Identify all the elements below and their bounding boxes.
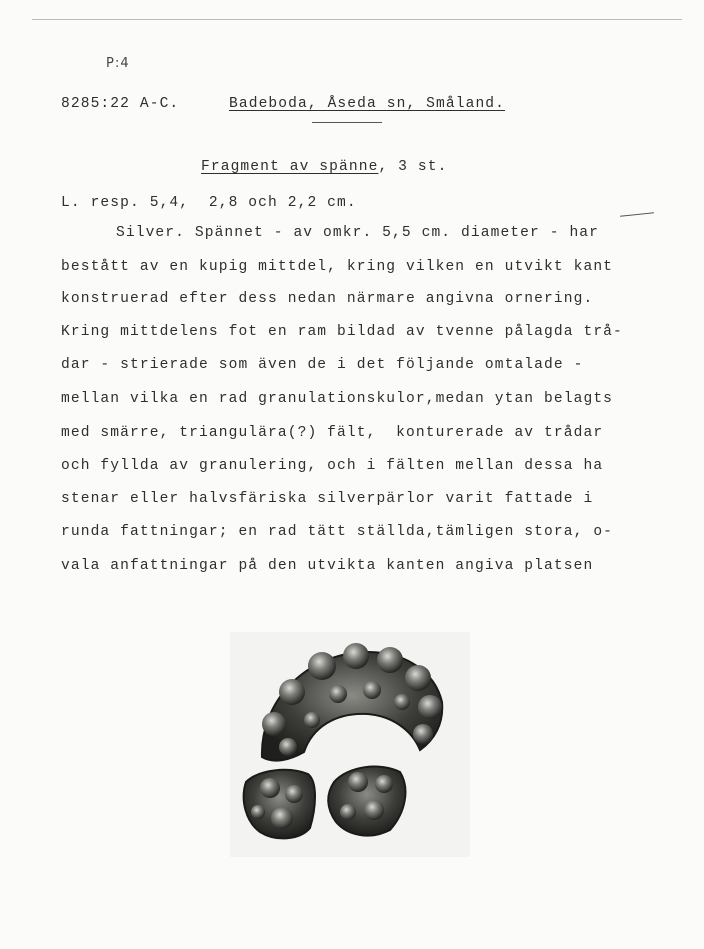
catalog-number: 8285:22 A-C.: [61, 96, 180, 112]
object-count: , 3 st.: [378, 159, 448, 175]
page-number: P:4: [106, 56, 130, 71]
pen-mark: [620, 212, 654, 217]
body-line: Kring mittdelens fot en ram bildad av tvenne pålagda trå-: [61, 324, 623, 340]
object-title: [201, 160, 447, 175]
body-line: och fyllda av granulering, och i fälten mellan dessa ha: [61, 458, 604, 474]
body-line: Silver. Spännet - av omkr. 5,5 cm. diameter - har: [116, 225, 600, 241]
body-line: bestått av en kupig mittdel, kring vilken en utvikt kant: [61, 259, 614, 275]
object-name: Fragment av spänne: [201, 159, 379, 175]
page-top-edge: [32, 19, 682, 20]
body-line: med smärre, triangulära(?) fält, konturerade av trådar: [61, 425, 604, 441]
body-line: mellan vilka en rad granulationskulor,medan ytan belagts: [61, 391, 614, 407]
brooch-fragments-photo: [230, 632, 470, 857]
body-line: vala anfattningar på den utvikta kanten angiva platsen: [61, 558, 594, 574]
body-line: stenar eller halvsfäriska silverpärlor varit fattade i: [61, 491, 594, 507]
body-line: runda fattningar; en rad tätt ställda,tämligen stora, o-: [61, 524, 614, 540]
small-fragment-right: [328, 767, 405, 836]
dimensions-line: L. resp. 5,4, 2,8 och 2,2 cm.: [61, 195, 357, 211]
brooch-fragments-image: [230, 632, 470, 857]
find-location: Badeboda, Åseda sn, Småland.: [229, 96, 506, 112]
body-line: konstruerad efter dess nedan närmare angivna ornering.: [61, 291, 594, 307]
body-line: dar - strierade som även de i det följande omtalade -: [61, 357, 584, 373]
location-underline-mark: [312, 122, 382, 123]
